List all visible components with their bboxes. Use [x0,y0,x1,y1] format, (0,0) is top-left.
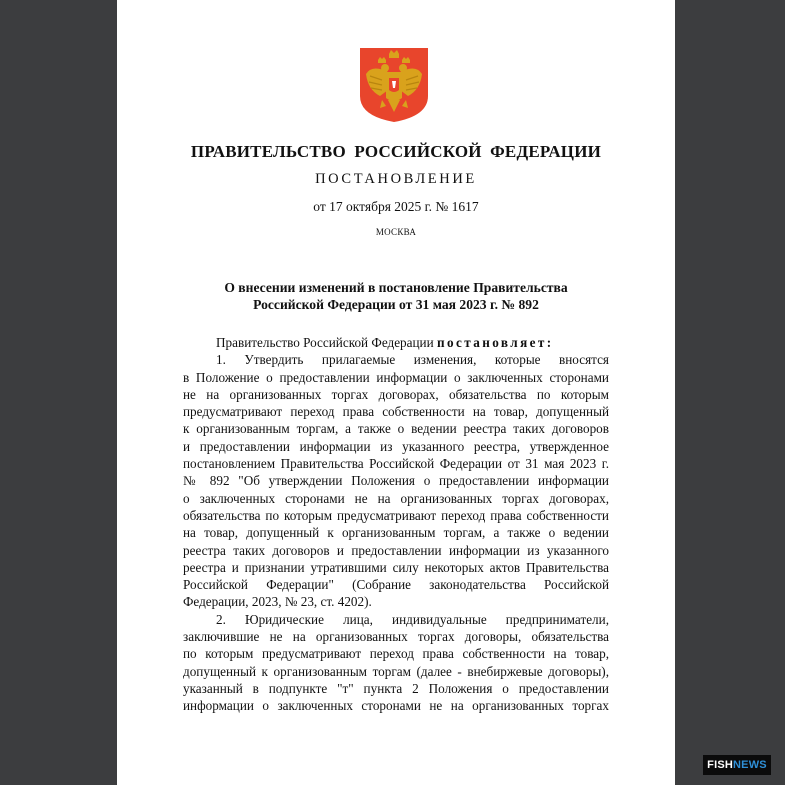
paragraph-line: по которым предусматривают переход права собственности на товар, [183,646,609,662]
paragraph-line: 1. Утвердить прилагаемые изменения, которые вносятся [216,352,609,368]
paragraph-line: не на организованных торгах договорах, обязательства по которым [183,386,609,402]
paragraph-line: о заключенных сторонами не на организованных торгах договорах, [183,490,609,506]
paragraph-line: допущенный к организованным торгам (далее - внебиржевые договоры), [183,663,609,679]
paragraph-line: Федерации, 2023, № 23, ст. 4202). [183,594,372,610]
paragraph-line: в Положение о предоставлении информации о заключенных сторонами [183,369,609,385]
preamble-verb: постановляет: [436,335,554,350]
paragraph-line: указанный в подпункте "т" пункта 2 Положения о предоставлении [183,680,609,696]
document-subject [117,279,675,313]
preamble-line [183,334,609,351]
preamble-prefix: Правительство Российской Федерации [216,335,434,350]
paragraph-line: и предоставлении информации из указанного реестра, утвержденное [183,438,609,454]
paragraph-line: реестра таких договоров и предоставлении информации из указанного [183,542,609,558]
fishnews-watermark [703,755,771,775]
coat-of-arms-emblem [358,46,430,124]
paragraph-line: реестра и признании утратившими силу некоторых актов Правительства [183,559,609,575]
document-type: ПОСТАНОВЛЕНИЕ [315,171,477,187]
paragraph-line: предусматривают переход права собственности на товар, допущенный [183,404,609,420]
document-date-number: от 17 октября 2025 г. № 1617 [313,199,479,214]
watermark-part-news: NEWS [733,759,767,771]
government-title: ПРАВИТЕЛЬСТВО РОССИЙСКОЙ ФЕДЕРАЦИИ [190,142,602,161]
document-page [117,0,675,785]
paragraph-line: обязательства по которым предусматривают переход права собственности [183,507,609,523]
paragraph-line: к организованным торгам, а также о ведении реестра таких договоров [183,421,609,437]
paragraph-line: № 892 "Об утверждении Положения о предоставлении информации [183,473,609,489]
document-body [183,334,609,715]
coat-of-arms-icon [358,46,430,124]
paragraph-line: Российской Федерации" (Собрание законодательства Российской [183,577,609,593]
paragraph-line: информации о заключенных сторонами не на организованных торгах [183,698,609,714]
paragraph-line: постановлением Правительства Российской Федерации от 31 мая 2023 г. [183,456,609,472]
paragraph-line: заключившие не на организованных торгах договоры, обязательства [183,629,609,645]
subject-line: О внесении изменений в постановление Правительства [224,280,568,295]
document-city: МОСКВА [375,227,417,237]
watermark-part-fish: FISH [707,759,734,771]
subject-line: Российской Федерации от 31 мая 2023 г. № 892 [253,297,539,312]
paragraph-line: 2. Юридические лица, индивидуальные предприниматели, [216,611,609,627]
paragraph-line: на товар, допущенный к организованным торгам, а также о ведении [183,525,609,541]
